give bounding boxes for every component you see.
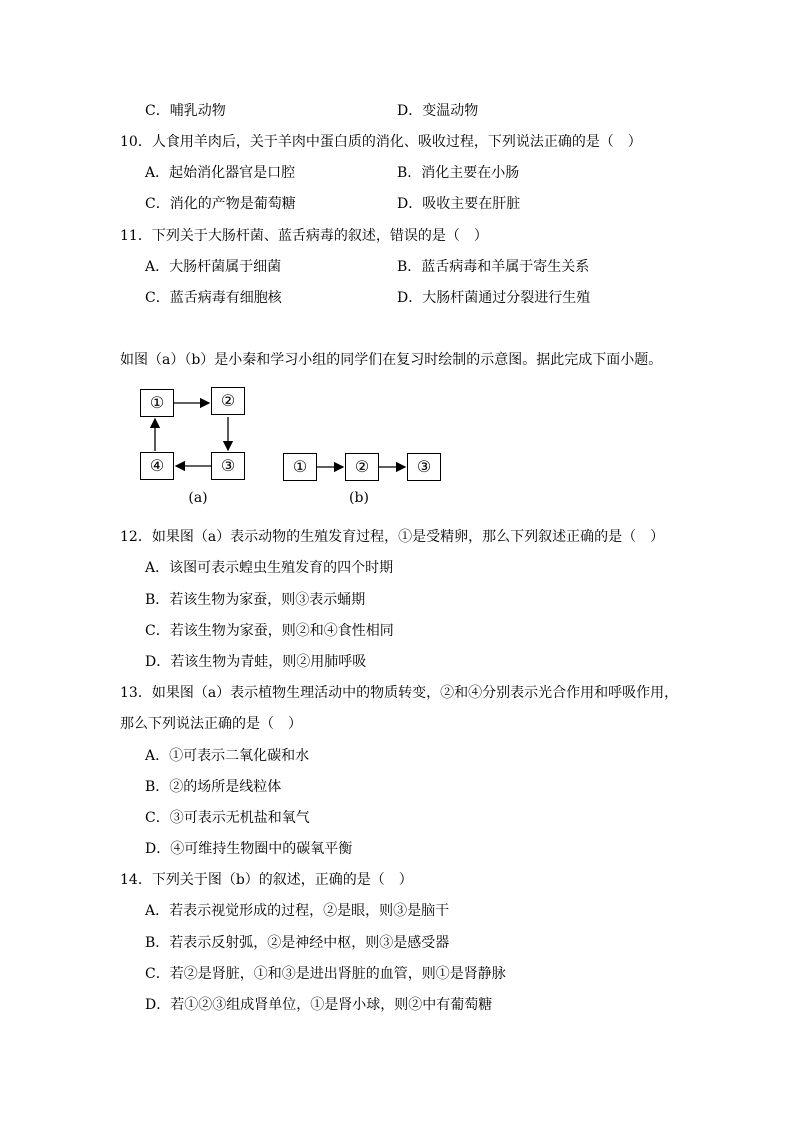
diagram-b-caption: (b) xyxy=(349,490,369,506)
q11-option-a: A．大肠杆菌属于细菌 xyxy=(145,259,282,275)
q12-option-d: D．若该生物为青蛙，则②用肺呼吸 xyxy=(145,654,367,670)
q14-option-c: C．若②是肾脏，①和③是进出肾脏的血管，则①是肾静脉 xyxy=(145,966,506,982)
q11-option-d: D．大肠杆菌通过分裂进行生殖 xyxy=(397,290,591,306)
diagram-intro: 如图（a）（b）是小秦和学习小组的同学们在复习时绘制的示意图。据此完成下面小题。 xyxy=(120,352,663,368)
diagram-b-box-3: ③ xyxy=(407,453,441,481)
q12-option-b: B．若该生物为家蚕，则③表示蛹期 xyxy=(145,592,366,608)
q9-option-c: C．哺乳动物 xyxy=(145,103,226,119)
diagram-a-caption: (a) xyxy=(188,490,208,506)
q10-option-a: A．起始消化器官是口腔 xyxy=(145,165,296,181)
q13-option-d: D．④可维持生物圈中的碳氧平衡 xyxy=(145,841,353,857)
q10-option-c: C．消化的产物是葡萄糖 xyxy=(145,196,296,212)
q13-option-c: C．③可表示无机盐和氧气 xyxy=(145,810,310,826)
q14-stem: 14．下列关于图（b）的叙述，正确的是（ ） xyxy=(120,872,413,888)
q11-option-c: C．蓝舌病毒有细胞核 xyxy=(145,290,282,306)
q12-option-c: C．若该生物为家蚕，则②和④食性相同 xyxy=(145,623,394,639)
q13-option-a: A．①可表示二氧化碳和水 xyxy=(145,748,310,764)
q14-option-b: B．若表示反射弧，②是神经中枢，则③是感受器 xyxy=(145,935,450,951)
q14-option-d: D．若①②③组成肾单位，①是肾小球，则②中有葡萄糖 xyxy=(145,997,493,1013)
diagram-a-box-4: ④ xyxy=(140,452,174,480)
diagram-b-box-1: ① xyxy=(283,453,317,481)
diagram-b-box-2: ② xyxy=(345,453,379,481)
q12-stem: 12．如果图（a）表示动物的生殖发育过程，①是受精卵，那么下列叙述正确的是（ ） xyxy=(120,529,665,545)
q10-option-b: B．消化主要在小肠 xyxy=(397,165,520,181)
q14-option-a: A．若表示视觉形成的过程，②是眼，则③是脑干 xyxy=(145,903,450,919)
diagram-a-box-3: ③ xyxy=(211,452,245,480)
q13-option-b: B．②的场所是线粒体 xyxy=(145,779,282,795)
q9-option-d: D．变温动物 xyxy=(397,103,479,119)
diagram-a-box-1: ① xyxy=(140,389,174,417)
q11-stem: 11．下列关于大肠杆菌、蓝舌病毒的叙述，错误的是（ ） xyxy=(120,228,488,244)
q13-stem-line1: 13．如果图（a）表示植物生理活动中的物质转变，②和④分别表示光合作用和呼吸作用， xyxy=(120,685,679,701)
q12-option-a: A．该图可表示蝗虫生殖发育的四个时期 xyxy=(145,560,394,576)
q13-stem-line2: 那么下列说法正确的是（ ） xyxy=(120,716,302,732)
diagram-a-box-2: ② xyxy=(211,387,245,415)
q11-option-b: B．蓝舌病毒和羊属于寄生关系 xyxy=(397,259,590,275)
q10-option-d: D．吸收主要在肝脏 xyxy=(397,196,521,212)
q10-stem: 10．人食用羊肉后，关于羊肉中蛋白质的消化、吸收过程，下列说法正确的是（ ） xyxy=(120,134,642,150)
